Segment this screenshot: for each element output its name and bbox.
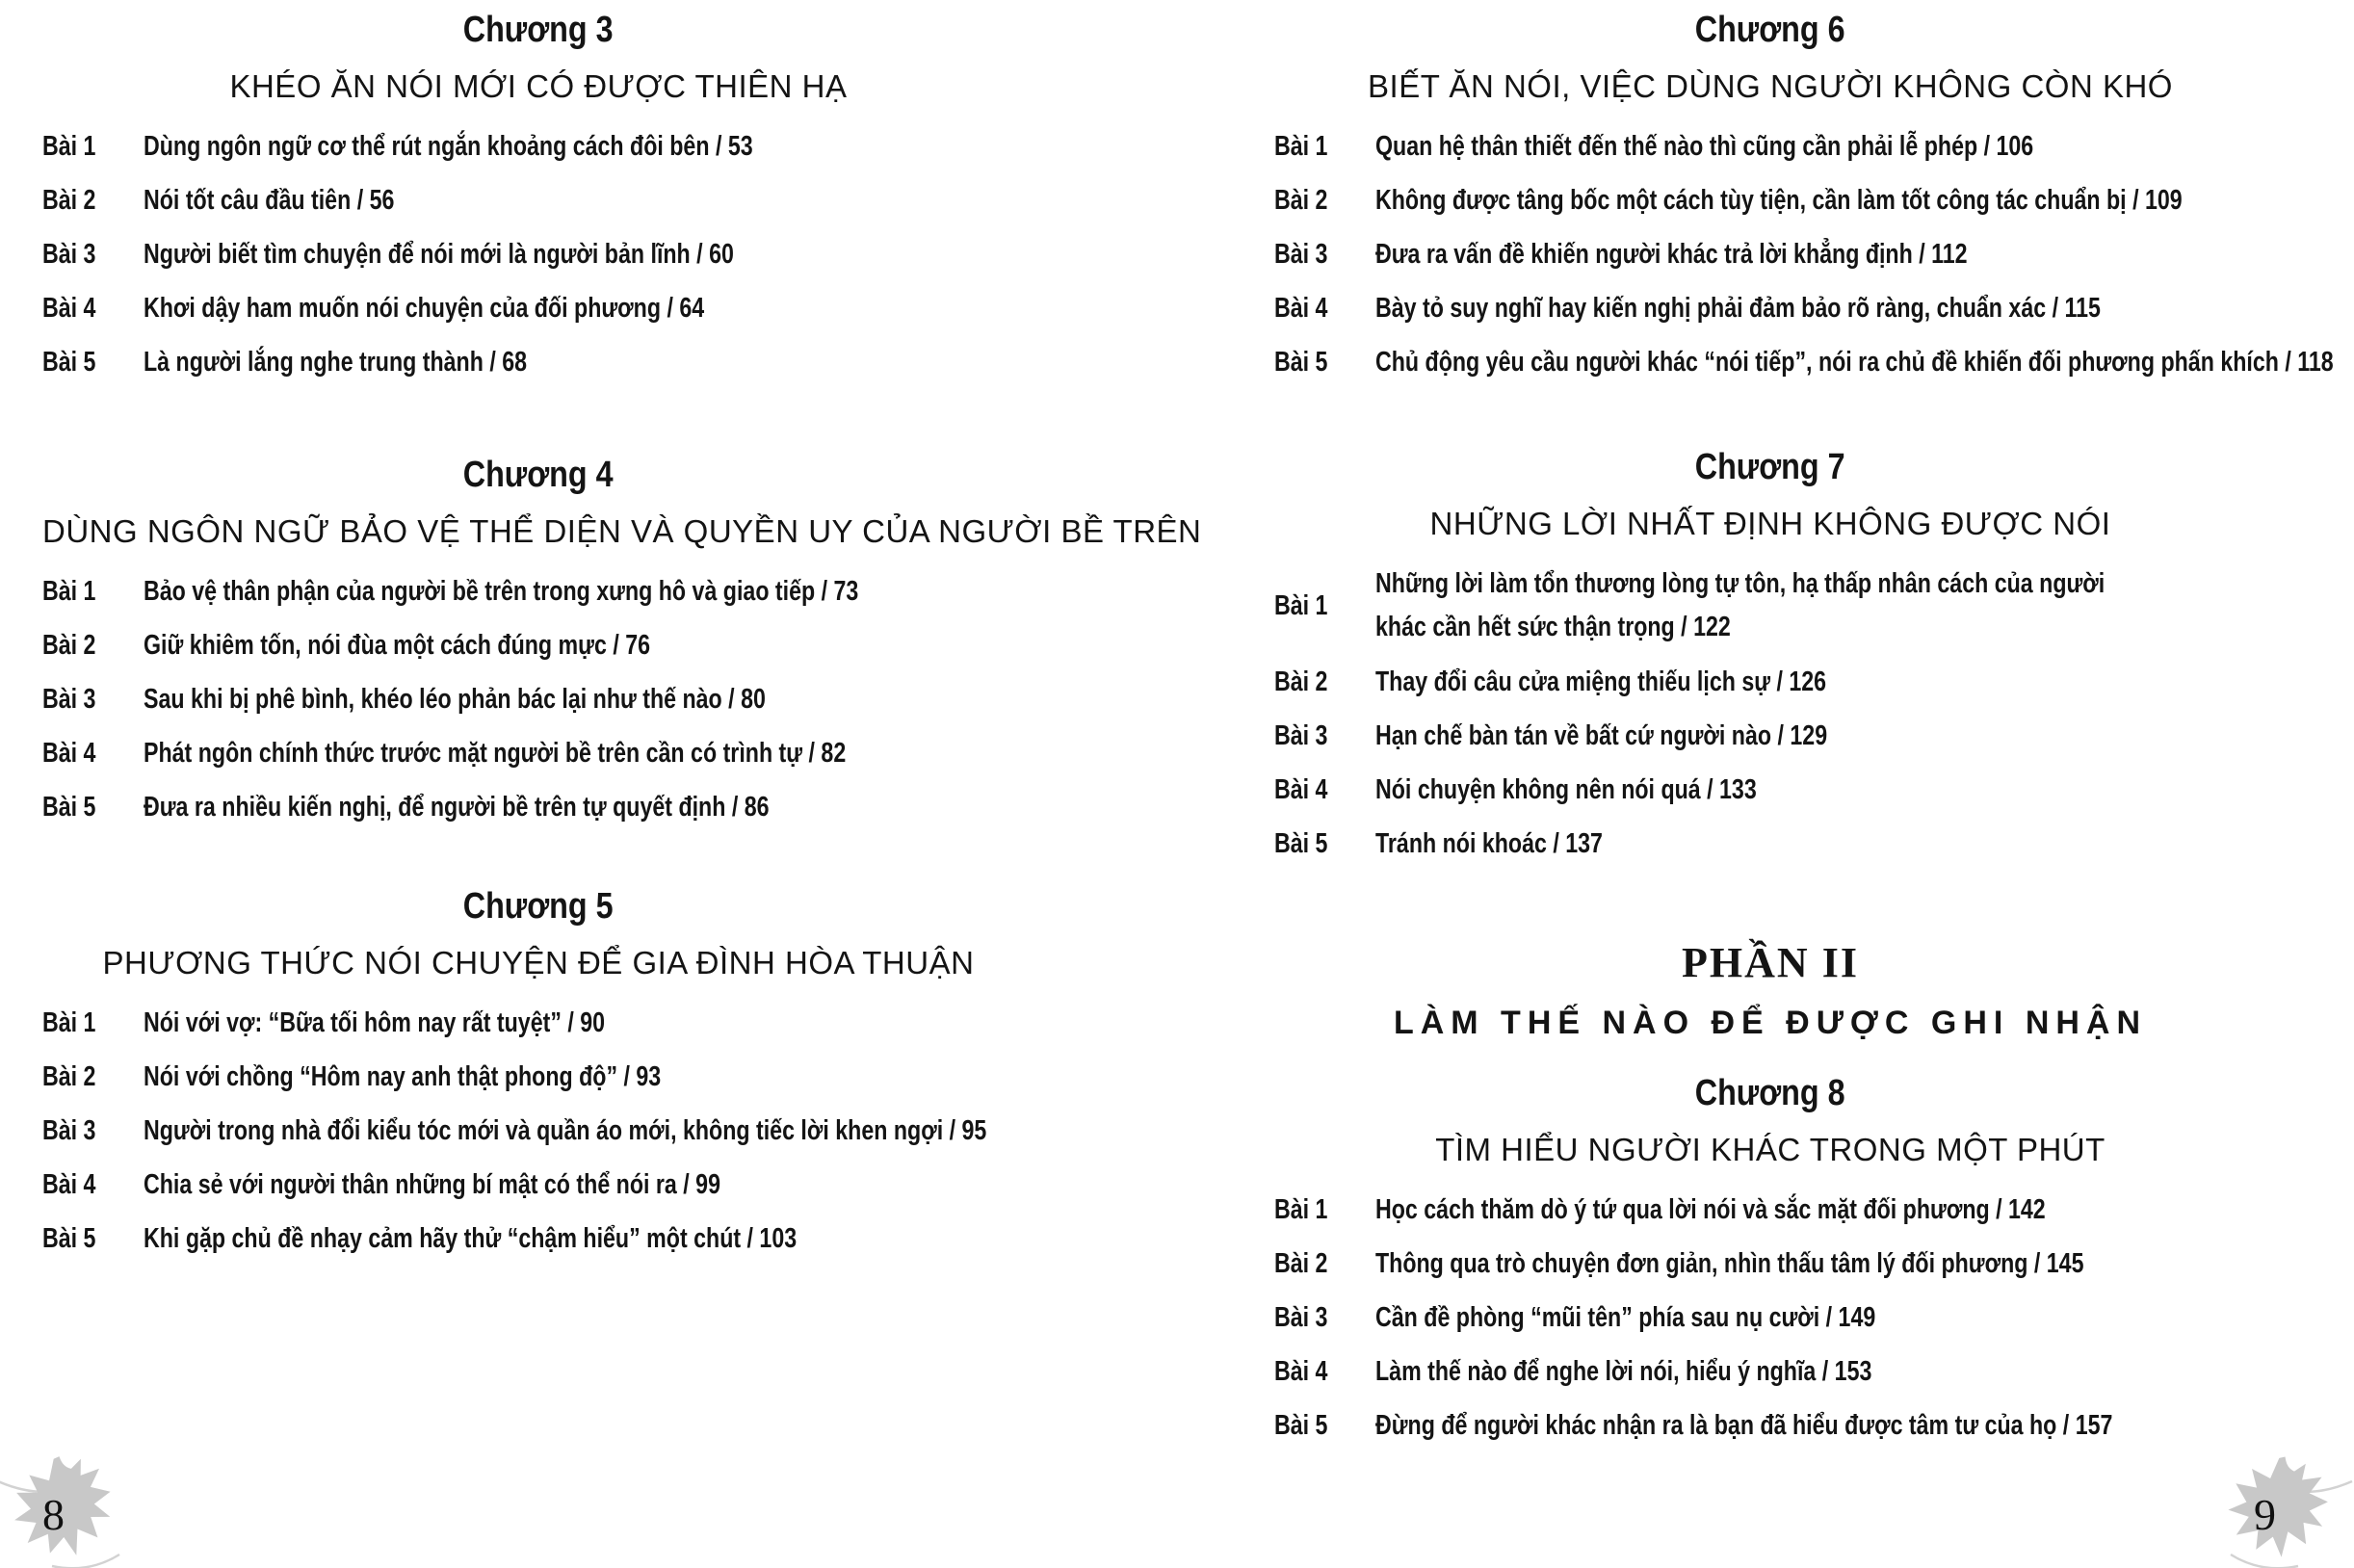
lesson-title bbox=[144, 341, 1034, 384]
toc-item bbox=[42, 227, 1034, 281]
chapter-3-section bbox=[42, 8, 1034, 389]
lesson-label bbox=[42, 179, 144, 222]
lesson-label-text: Bài 1 bbox=[42, 575, 96, 607]
lesson-title-text: Quan hệ thân thiết đến thế nào thì cũng cần phải lễ phép / 106 bbox=[1375, 130, 2034, 162]
lesson-title-text: Là người lắng nghe trung thành / 68 bbox=[144, 346, 528, 378]
lesson-label bbox=[1274, 1189, 1375, 1232]
lesson-title bbox=[144, 570, 1034, 614]
page-number-left: 8 bbox=[42, 1490, 65, 1539]
toc-item bbox=[1274, 173, 2266, 227]
chapter-title-text: Chương 7 bbox=[1695, 447, 1845, 487]
lesson-title-text: Chia sẻ với người thân những bí mật có thể nói ra / 99 bbox=[144, 1168, 720, 1200]
toc-item bbox=[42, 780, 1034, 834]
toc-item bbox=[1274, 1237, 2266, 1291]
lesson-title-text: Đưa ra nhiều kiến nghị, để người bề trên tự quyết định / 86 bbox=[144, 791, 770, 823]
chapter-subtitle: TÌM HIỂU NGƯỜI KHÁC TRONG MỘT PHÚT bbox=[1435, 1132, 2106, 1167]
lesson-title-text: Nói tốt câu đầu tiên / 56 bbox=[144, 184, 395, 216]
lesson-label-text: Bài 3 bbox=[42, 1114, 96, 1146]
lesson-title-text: Tránh nói khoác / 137 bbox=[1375, 827, 1603, 859]
lesson-title bbox=[1375, 1296, 2266, 1340]
toc-item bbox=[42, 119, 1034, 173]
lesson-label bbox=[42, 678, 144, 721]
chapter-6-section bbox=[1274, 8, 2334, 389]
toc-item bbox=[42, 1158, 1034, 1212]
lesson-label bbox=[42, 1163, 144, 1207]
lesson-title bbox=[144, 1056, 1034, 1099]
lesson-title bbox=[1375, 179, 2266, 222]
lesson-title bbox=[1375, 562, 2266, 649]
lesson-title bbox=[144, 1002, 1034, 1045]
lesson-label bbox=[42, 624, 144, 667]
chapter-title-text: Chương 8 bbox=[1695, 1073, 1845, 1113]
lesson-label-text: Bài 3 bbox=[42, 238, 96, 270]
lesson-label-text: Bài 1 bbox=[1274, 1193, 1328, 1225]
lesson-title bbox=[1375, 715, 2266, 758]
leaf-ornament-right bbox=[2183, 1447, 2354, 1568]
chapter-subtitle: NHỮNG LỜI NHẤT ĐỊNH KHÔNG ĐƯỢC NÓI bbox=[1429, 506, 2111, 541]
lesson-label-text: Bài 5 bbox=[42, 346, 96, 378]
lesson-title-text: Sau khi bị phê bình, khéo léo phản bác lại như thế nào / 80 bbox=[144, 683, 766, 715]
lesson-title bbox=[1375, 1189, 2266, 1232]
lesson-title-text: Làm thế nào để nghe lời nói, hiểu ý nghĩa / 153 bbox=[1375, 1355, 1872, 1387]
lesson-title bbox=[144, 1217, 1034, 1261]
lesson-label bbox=[42, 1217, 144, 1261]
lesson-title-text: Dùng ngôn ngữ cơ thể rút ngắn khoảng cách đôi bên / 53 bbox=[144, 130, 753, 162]
lesson-title-text: Đừng để người khác nhận ra là bạn đã hiểu được tâm tư của họ / 157 bbox=[1375, 1409, 2113, 1441]
lesson-label-text: Bài 1 bbox=[1274, 130, 1328, 162]
toc-item bbox=[1274, 1345, 2266, 1398]
lesson-title bbox=[144, 678, 1034, 721]
lesson-label bbox=[1274, 1404, 1375, 1448]
lesson-title bbox=[144, 1163, 1034, 1207]
lesson-label bbox=[42, 732, 144, 775]
lesson-title-text: Đưa ra vấn đề khiến người khác trả lời khẳng định / 112 bbox=[1375, 238, 1968, 270]
chapter-title-text: Chương 3 bbox=[463, 10, 614, 50]
toc-item bbox=[42, 281, 1034, 335]
toc-item bbox=[1274, 763, 2266, 817]
chapter-title bbox=[1274, 445, 2266, 489]
lesson-label-text: Bài 4 bbox=[42, 292, 96, 324]
lesson-title-text: Thay đổi câu cửa miệng thiếu lịch sự / 126 bbox=[1375, 666, 1827, 697]
lesson-title bbox=[1375, 823, 2266, 866]
chapter-title-text: Chương 6 bbox=[1695, 10, 1845, 50]
lesson-label-text: Bài 5 bbox=[1274, 827, 1328, 859]
toc-item bbox=[1274, 1291, 2266, 1345]
lesson-label-text: Bài 3 bbox=[42, 683, 96, 715]
toc-item bbox=[42, 564, 1034, 618]
chapter-7-section bbox=[1274, 445, 2266, 871]
toc-item bbox=[42, 335, 1034, 389]
chapter-title bbox=[1274, 8, 2266, 52]
chapter-5-section bbox=[42, 884, 1034, 1266]
chapter-items bbox=[1274, 119, 2334, 389]
lesson-title-text: Thông qua trò chuyện đơn giản, nhìn thấu tâm lý đối phương / 145 bbox=[1375, 1247, 2084, 1279]
lesson-title bbox=[1375, 287, 2266, 330]
lesson-title bbox=[1375, 233, 2266, 276]
lesson-label-text: Bài 2 bbox=[42, 184, 96, 216]
chapter-items bbox=[42, 564, 1034, 834]
lesson-title-text: Nói với vợ: “Bữa tối hôm nay rất tuyệt” / 90 bbox=[144, 1006, 606, 1038]
lesson-label-text: Bài 4 bbox=[1274, 292, 1328, 324]
chapter-title bbox=[1274, 1071, 2266, 1115]
lesson-title bbox=[1375, 1242, 2266, 1286]
chapter-title-text: Chương 5 bbox=[463, 886, 614, 927]
chapter-subtitle: DÙNG NGÔN NGỮ BẢO VỆ THỂ DIỆN VÀ QUYỀN UY CỦA NGƯỜI BỀ TRÊN bbox=[42, 513, 1202, 549]
lesson-label-text: Bài 5 bbox=[1274, 1409, 1328, 1441]
lesson-title-text: Chủ động yêu cầu người khác “nói tiếp”, nói ra chủ đề khiến đối phương phấn khích / 118 bbox=[1375, 346, 2334, 378]
toc-item bbox=[1274, 1183, 2266, 1237]
toc-item bbox=[1274, 119, 2266, 173]
page-number-right: 9 bbox=[2254, 1490, 2276, 1539]
lesson-label-text: Bài 5 bbox=[42, 791, 96, 823]
lesson-label bbox=[1274, 341, 1375, 384]
lesson-title-text: Khơi dậy ham muốn nói chuyện của đối phương / 64 bbox=[144, 292, 705, 324]
lesson-title-text: Khi gặp chủ đề nhạy cảm hãy thử “chậm hiểu” một chút / 103 bbox=[144, 1222, 798, 1254]
toc-item bbox=[42, 672, 1034, 726]
lesson-label-text: Bài 4 bbox=[1274, 773, 1328, 805]
lesson-label-text: Bài 2 bbox=[1274, 184, 1328, 216]
lesson-label-text: Bài 5 bbox=[1274, 346, 1328, 378]
toc-item bbox=[1274, 227, 2266, 281]
lesson-label bbox=[1274, 179, 1375, 222]
lesson-title bbox=[1375, 661, 2266, 704]
chapter-subtitle: KHÉO ĂN NÓI MỚI CÓ ĐƯỢC THIÊN HẠ bbox=[229, 68, 848, 104]
lesson-title bbox=[144, 287, 1034, 330]
lesson-title bbox=[144, 786, 1034, 829]
lesson-title bbox=[144, 179, 1034, 222]
toc-item bbox=[1274, 1398, 2266, 1452]
lesson-label-text: Bài 4 bbox=[42, 737, 96, 769]
toc-item bbox=[1274, 557, 2266, 655]
toc-item bbox=[1274, 281, 2266, 335]
lesson-label-text: Bài 4 bbox=[42, 1168, 96, 1200]
page-9 bbox=[1177, 0, 2354, 1568]
part-2-divider bbox=[1274, 940, 2266, 1044]
lesson-label-text: Bài 1 bbox=[1274, 589, 1328, 621]
lesson-title-text: Học cách thăm dò ý tứ qua lời nói và sắc mặt đối phương / 142 bbox=[1375, 1193, 2046, 1225]
lesson-title-text: Cần đề phòng “mũi tên” phía sau nụ cười / 149 bbox=[1375, 1301, 1876, 1333]
lesson-title bbox=[144, 233, 1034, 276]
lesson-title bbox=[1375, 341, 2334, 384]
lesson-title-text: Nói chuyện không nên nói quá / 133 bbox=[1375, 773, 1757, 805]
lesson-label bbox=[1274, 585, 1375, 628]
toc-item bbox=[42, 726, 1034, 780]
lesson-label-text: Bài 3 bbox=[1274, 1301, 1328, 1333]
lesson-title-text: Giữ khiêm tốn, nói đùa một cách đúng mực / 76 bbox=[144, 629, 651, 661]
lesson-label-text: Bài 4 bbox=[1274, 1355, 1328, 1387]
lesson-title bbox=[1375, 769, 2266, 812]
lesson-title bbox=[1375, 125, 2266, 169]
chapter-title-text: Chương 4 bbox=[463, 455, 614, 495]
lesson-title-text: Những lời làm tổn thương lòng tự tôn, hạ thấp nhân cách của người khác cần hết sức thận trọng / 122 bbox=[1375, 568, 2106, 642]
lesson-title bbox=[1375, 1350, 2266, 1394]
lesson-title bbox=[144, 624, 1034, 667]
lesson-label-text: Bài 3 bbox=[1274, 238, 1328, 270]
chapter-4-section bbox=[42, 453, 1202, 834]
part-subtitle: LÀM THẾ NÀO ĐỂ ĐƯỢC GHI NHẬN bbox=[1393, 1005, 2148, 1041]
toc-item bbox=[42, 1104, 1034, 1158]
lesson-label-text: Bài 3 bbox=[1274, 719, 1328, 751]
chapter-items bbox=[1274, 557, 2266, 871]
lesson-title-text: Người trong nhà đổi kiểu tóc mới và quần áo mới, không tiếc lời khen ngợi / 95 bbox=[144, 1114, 987, 1146]
lesson-title bbox=[144, 1110, 1034, 1153]
lesson-title-text: Người biết tìm chuyện để nói mới là người bản lĩnh / 60 bbox=[144, 238, 734, 270]
part-title-text: PHẦN II bbox=[1682, 939, 1859, 986]
chapter-items bbox=[1274, 1183, 2266, 1452]
toc-item bbox=[42, 1050, 1034, 1104]
lesson-label bbox=[1274, 1350, 1375, 1394]
lesson-label bbox=[42, 1002, 144, 1045]
lesson-label-text: Bài 1 bbox=[42, 130, 96, 162]
toc-item bbox=[1274, 709, 2266, 763]
toc-item bbox=[1274, 655, 2266, 709]
lesson-title-text: Bày tỏ suy nghĩ hay kiến nghị phải đảm bảo rõ ràng, chuẩn xác / 115 bbox=[1375, 292, 2101, 324]
lesson-label bbox=[42, 125, 144, 169]
lesson-label bbox=[1274, 233, 1375, 276]
chapter-title bbox=[42, 8, 1034, 52]
lesson-label-text: Bài 1 bbox=[42, 1006, 96, 1038]
lesson-label bbox=[1274, 715, 1375, 758]
lesson-label-text: Bài 2 bbox=[42, 629, 96, 661]
lesson-label-text: Bài 2 bbox=[1274, 666, 1328, 697]
lesson-label bbox=[1274, 287, 1375, 330]
lesson-label bbox=[1274, 769, 1375, 812]
lesson-label bbox=[1274, 1242, 1375, 1286]
lesson-title-text: Hạn chế bàn tán về bất cứ người nào / 129 bbox=[1375, 719, 1828, 751]
toc-item bbox=[42, 618, 1034, 672]
chapter-subtitle: PHƯƠNG THỨC NÓI CHUYỆN ĐỂ GIA ĐÌNH HÒA THUẬN bbox=[102, 945, 975, 980]
lesson-label bbox=[42, 1056, 144, 1099]
lesson-label-text: Bài 5 bbox=[42, 1222, 96, 1254]
lesson-label bbox=[42, 341, 144, 384]
maple-leaf-icon bbox=[0, 1447, 160, 1568]
toc-item bbox=[42, 173, 1034, 227]
toc-item bbox=[1274, 817, 2266, 871]
toc-item bbox=[42, 1212, 1034, 1266]
chapter-title bbox=[42, 453, 1034, 497]
chapter-items bbox=[42, 119, 1034, 389]
lesson-title-text: Nói với chồng “Hôm nay anh thật phong độ” / 93 bbox=[144, 1060, 662, 1092]
toc-item bbox=[1274, 335, 2334, 389]
lesson-title-text: Bảo vệ thân phận của người bề trên trong xưng hô và giao tiếp / 73 bbox=[144, 575, 859, 607]
lesson-title-text: Không được tâng bốc một cách tùy tiện, cần làm tốt công tác chuẩn bị / 109 bbox=[1375, 184, 2183, 216]
lesson-label bbox=[1274, 125, 1375, 169]
lesson-title bbox=[144, 125, 1034, 169]
lesson-label bbox=[42, 1110, 144, 1153]
lesson-label-text: Bài 2 bbox=[1274, 1247, 1328, 1279]
toc-item bbox=[42, 996, 1034, 1050]
lesson-title bbox=[1375, 1404, 2266, 1448]
lesson-label bbox=[42, 233, 144, 276]
lesson-label bbox=[42, 570, 144, 614]
lesson-label bbox=[1274, 661, 1375, 704]
lesson-title bbox=[144, 732, 1034, 775]
lesson-label bbox=[42, 786, 144, 829]
lesson-label-text: Bài 2 bbox=[42, 1060, 96, 1092]
lesson-label bbox=[1274, 823, 1375, 866]
part-title bbox=[1274, 940, 2266, 986]
leaf-ornament-left bbox=[0, 1447, 160, 1568]
chapter-title bbox=[42, 884, 1034, 928]
lesson-label bbox=[42, 287, 144, 330]
chapter-8-section bbox=[1274, 1071, 2266, 1452]
lesson-label bbox=[1274, 1296, 1375, 1340]
chapter-subtitle: BIẾT ĂN NÓI, VIỆC DÙNG NGƯỜI KHÔNG CÒN KHÓ bbox=[1368, 68, 2173, 104]
chapter-items bbox=[42, 996, 1034, 1266]
lesson-title-text: Phát ngôn chính thức trước mặt người bề trên cần có trình tự / 82 bbox=[144, 737, 847, 769]
